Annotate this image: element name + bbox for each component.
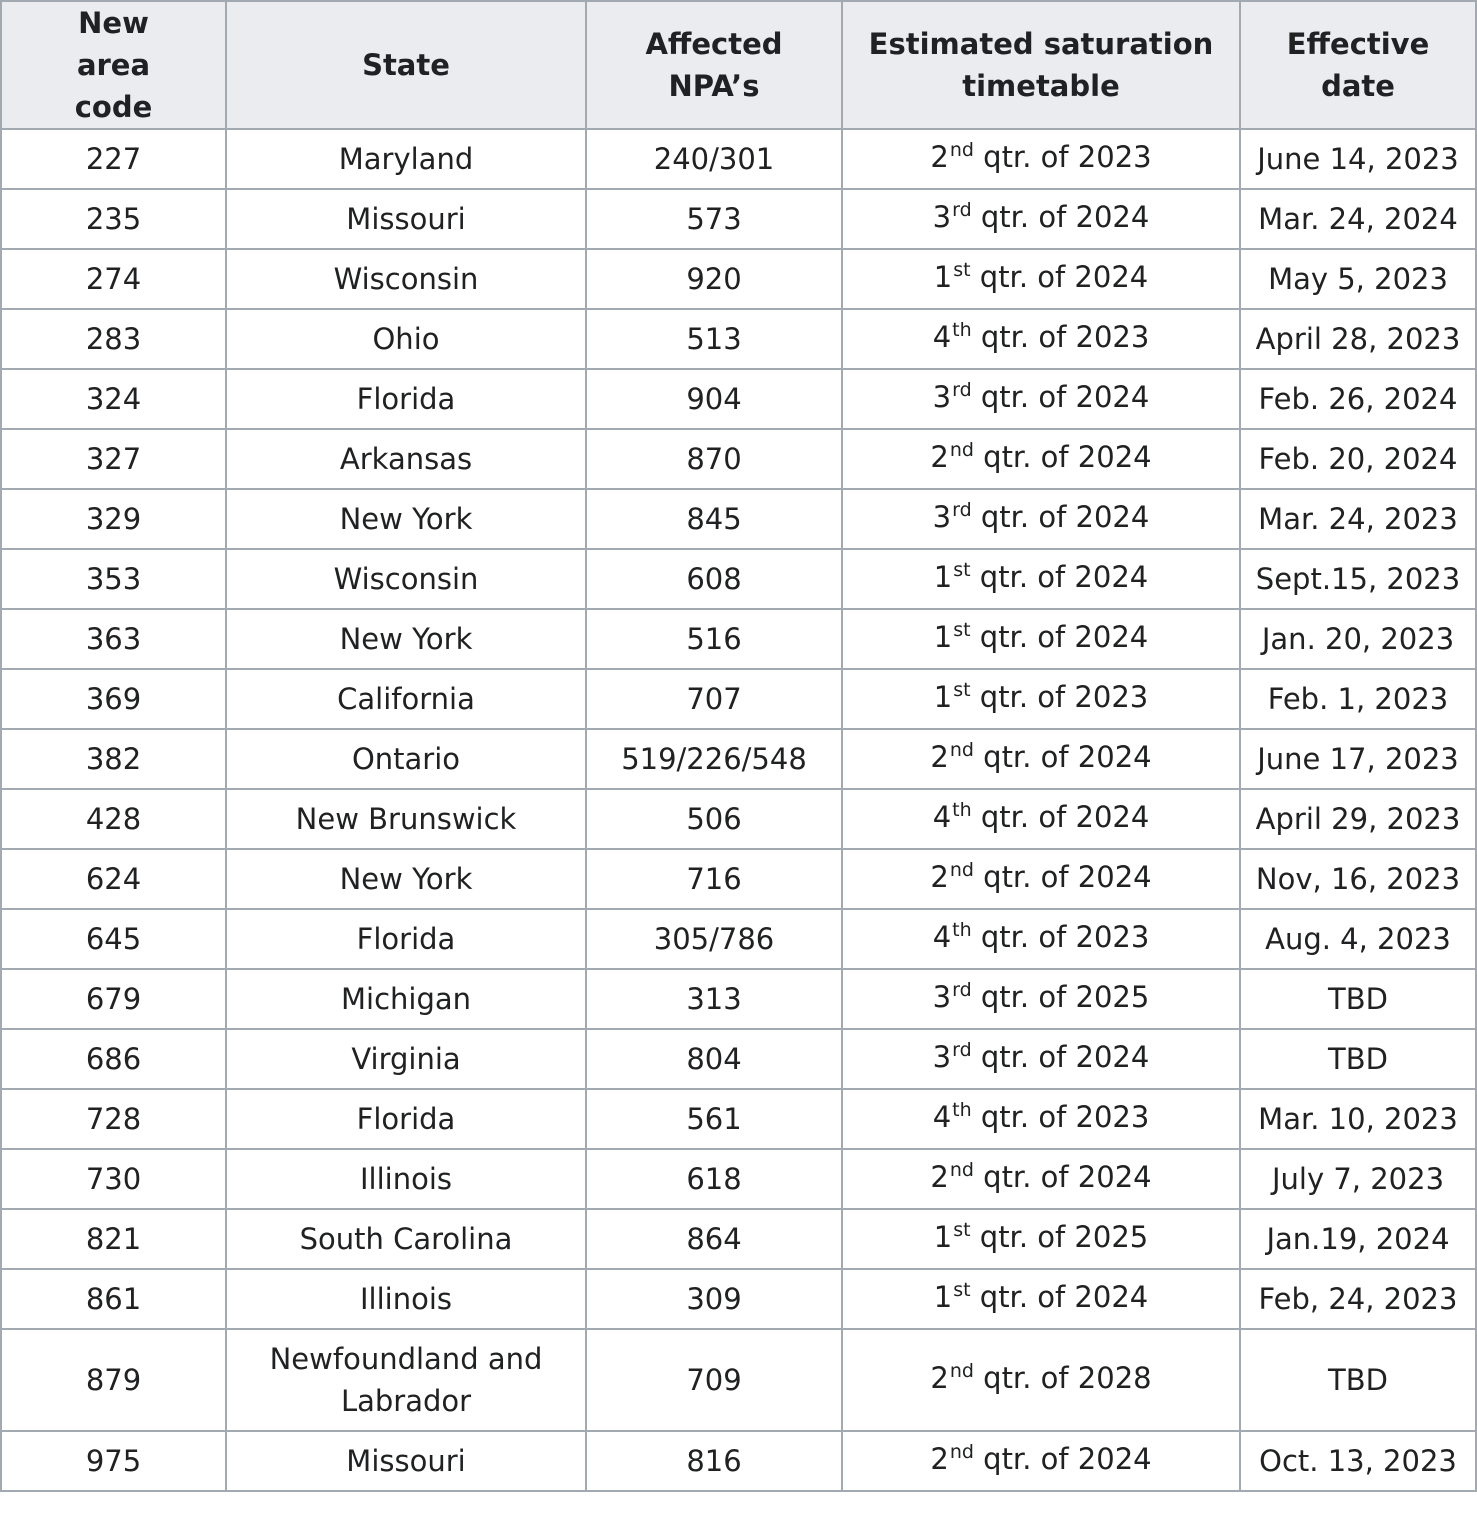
effective-date-cell: TBD xyxy=(1240,1329,1476,1431)
npa-cell: 305/786 xyxy=(586,909,842,969)
npa-cell: 513 xyxy=(586,309,842,369)
state-cell: Ontario xyxy=(226,729,586,789)
quarter-ordinal: nd xyxy=(949,139,974,161)
state-cell: South Carolina xyxy=(226,1209,586,1269)
effective-date-cell: Feb, 24, 2023 xyxy=(1240,1269,1476,1329)
state-cell: New York xyxy=(226,609,586,669)
table-row xyxy=(1,249,1476,309)
quarter-ordinal: nd xyxy=(949,859,974,881)
table-row xyxy=(1,1029,1476,1089)
state-cell: Maryland xyxy=(226,129,586,189)
quarter-ordinal: th xyxy=(952,1099,972,1121)
quarter-number: 2 xyxy=(930,1442,949,1476)
quarter-number: 3 xyxy=(932,1040,952,1074)
quarter-number: 3 xyxy=(932,380,952,414)
quarter-number: 1 xyxy=(933,620,953,654)
quarter-text: qtr. of 2024 xyxy=(971,1040,1150,1074)
quarter-number: 2 xyxy=(930,140,949,174)
effective-date-cell: TBD xyxy=(1240,1029,1476,1089)
table-header xyxy=(1,1,1476,129)
quarter-ordinal: st xyxy=(953,259,971,281)
quarter-ordinal: st xyxy=(953,679,971,701)
area-code-cell: 353 xyxy=(1,549,226,609)
header-state: State xyxy=(226,1,586,129)
table-row xyxy=(1,849,1476,909)
quarter-ordinal: nd xyxy=(949,1441,974,1463)
quarter-ordinal: th xyxy=(952,799,972,821)
quarter-text: qtr. of 2024 xyxy=(970,260,1149,294)
timetable-cell xyxy=(842,549,1240,609)
quarter-number: 4 xyxy=(932,920,952,954)
header-npa: Affected NPA’s xyxy=(586,1,842,129)
npa-cell: 561 xyxy=(586,1089,842,1149)
state-cell: New Brunswick xyxy=(226,789,586,849)
quarter-number: 3 xyxy=(932,500,952,534)
effective-date-cell: Nov, 16, 2023 xyxy=(1240,849,1476,909)
table-row xyxy=(1,1269,1476,1329)
timetable-cell xyxy=(842,669,1240,729)
table-row xyxy=(1,369,1476,429)
table-row xyxy=(1,129,1476,189)
effective-date-cell: Oct. 13, 2023 xyxy=(1240,1431,1476,1491)
quarter-text: qtr. of 2025 xyxy=(971,980,1150,1014)
timetable-cell xyxy=(842,189,1240,249)
timetable-cell xyxy=(842,849,1240,909)
quarter-ordinal: rd xyxy=(952,1039,972,1061)
table-row xyxy=(1,969,1476,1029)
table-row xyxy=(1,789,1476,849)
effective-date-cell: Mar. 24, 2023 xyxy=(1240,489,1476,549)
table-row xyxy=(1,549,1476,609)
quarter-ordinal: rd xyxy=(952,199,972,221)
effective-date-cell: Sept.15, 2023 xyxy=(1240,549,1476,609)
effective-date-cell: Aug. 4, 2023 xyxy=(1240,909,1476,969)
quarter-text: qtr. of 2024 xyxy=(973,740,1152,774)
quarter-ordinal: rd xyxy=(952,979,972,1001)
table-row xyxy=(1,909,1476,969)
state-cell: New York xyxy=(226,849,586,909)
timetable-cell xyxy=(842,1029,1240,1089)
timetable-cell xyxy=(842,129,1240,189)
effective-date-cell: Jan.19, 2024 xyxy=(1240,1209,1476,1269)
npa-cell: 864 xyxy=(586,1209,842,1269)
npa-cell: 608 xyxy=(586,549,842,609)
quarter-number: 2 xyxy=(930,440,949,474)
effective-date-cell: Feb. 20, 2024 xyxy=(1240,429,1476,489)
area-code-cell: 686 xyxy=(1,1029,226,1089)
state-cell: Michigan xyxy=(226,969,586,1029)
npa-cell: 716 xyxy=(586,849,842,909)
area-code-cell: 428 xyxy=(1,789,226,849)
area-code-cell: 235 xyxy=(1,189,226,249)
area-code-cell: 624 xyxy=(1,849,226,909)
npa-cell: 816 xyxy=(586,1431,842,1491)
quarter-ordinal: rd xyxy=(952,379,972,401)
npa-cell: 870 xyxy=(586,429,842,489)
effective-date-cell: May 5, 2023 xyxy=(1240,249,1476,309)
quarter-ordinal: st xyxy=(953,1279,971,1301)
quarter-ordinal: th xyxy=(952,919,972,941)
quarter-text: qtr. of 2024 xyxy=(970,1280,1149,1314)
table-row xyxy=(1,1089,1476,1149)
npa-cell: 707 xyxy=(586,669,842,729)
effective-date-cell: April 29, 2023 xyxy=(1240,789,1476,849)
state-cell: Missouri xyxy=(226,1431,586,1491)
area-code-cell: 327 xyxy=(1,429,226,489)
npa-cell: 516 xyxy=(586,609,842,669)
npa-cell: 519/226/548 xyxy=(586,729,842,789)
quarter-number: 4 xyxy=(932,320,952,354)
quarter-number: 4 xyxy=(932,800,952,834)
state-cell: New York xyxy=(226,489,586,549)
area-code-cell: 975 xyxy=(1,1431,226,1491)
header-area-code: New area code xyxy=(1,1,226,129)
quarter-text: qtr. of 2025 xyxy=(970,1220,1149,1254)
table-row xyxy=(1,729,1476,789)
area-code-cell: 645 xyxy=(1,909,226,969)
table-row xyxy=(1,609,1476,669)
quarter-number: 2 xyxy=(930,740,949,774)
area-code-cell: 730 xyxy=(1,1149,226,1209)
quarter-text: qtr. of 2024 xyxy=(973,440,1152,474)
state-cell: Illinois xyxy=(226,1269,586,1329)
timetable-cell xyxy=(842,489,1240,549)
npa-cell: 309 xyxy=(586,1269,842,1329)
effective-date-cell: Mar. 24, 2024 xyxy=(1240,189,1476,249)
quarter-text: qtr. of 2023 xyxy=(971,320,1150,354)
timetable-cell xyxy=(842,429,1240,489)
quarter-ordinal: st xyxy=(953,619,971,641)
effective-date-cell: Feb. 26, 2024 xyxy=(1240,369,1476,429)
state-cell: Florida xyxy=(226,909,586,969)
area-code-cell: 274 xyxy=(1,249,226,309)
effective-date-cell: June 14, 2023 xyxy=(1240,129,1476,189)
state-cell: Wisconsin xyxy=(226,249,586,309)
quarter-text: qtr. of 2024 xyxy=(971,200,1150,234)
state-cell: Arkansas xyxy=(226,429,586,489)
area-code-cell: 363 xyxy=(1,609,226,669)
effective-date-cell: TBD xyxy=(1240,969,1476,1029)
timetable-cell xyxy=(842,789,1240,849)
timetable-cell xyxy=(842,1431,1240,1491)
quarter-text: qtr. of 2024 xyxy=(970,560,1149,594)
area-code-cell: 382 xyxy=(1,729,226,789)
timetable-cell xyxy=(842,249,1240,309)
quarter-text: qtr. of 2028 xyxy=(973,1361,1152,1395)
effective-date-cell: Mar. 10, 2023 xyxy=(1240,1089,1476,1149)
quarter-text: qtr. of 2023 xyxy=(971,920,1150,954)
quarter-number: 1 xyxy=(933,1280,953,1314)
timetable-cell xyxy=(842,609,1240,669)
area-code-cell: 227 xyxy=(1,129,226,189)
timetable-cell xyxy=(842,969,1240,1029)
quarter-text: qtr. of 2024 xyxy=(973,860,1152,894)
quarter-text: qtr. of 2024 xyxy=(970,620,1149,654)
quarter-ordinal: th xyxy=(952,319,972,341)
quarter-number: 4 xyxy=(932,1100,952,1134)
timetable-cell xyxy=(842,1089,1240,1149)
quarter-ordinal: st xyxy=(953,1219,971,1241)
quarter-ordinal: st xyxy=(953,559,971,581)
quarter-ordinal: nd xyxy=(949,1159,974,1181)
timetable-cell xyxy=(842,729,1240,789)
state-cell: Florida xyxy=(226,369,586,429)
npa-cell: 845 xyxy=(586,489,842,549)
table-body xyxy=(1,129,1476,1491)
effective-date-cell: Feb. 1, 2023 xyxy=(1240,669,1476,729)
header-timetable: Estimated saturation timetable xyxy=(842,1,1240,129)
quarter-text: qtr. of 2023 xyxy=(970,680,1149,714)
quarter-number: 1 xyxy=(933,680,953,714)
quarter-text: qtr. of 2023 xyxy=(971,1100,1150,1134)
quarter-number: 2 xyxy=(930,1160,949,1194)
effective-date-cell: April 28, 2023 xyxy=(1240,309,1476,369)
table-row xyxy=(1,429,1476,489)
table-row xyxy=(1,1431,1476,1491)
npa-cell: 904 xyxy=(586,369,842,429)
table-row xyxy=(1,189,1476,249)
quarter-number: 1 xyxy=(933,560,953,594)
quarter-text: qtr. of 2024 xyxy=(971,500,1150,534)
table-row xyxy=(1,309,1476,369)
state-cell: Newfoundland and Labrador xyxy=(226,1329,586,1431)
npa-cell: 804 xyxy=(586,1029,842,1089)
header-effective-date: Effective date xyxy=(1240,1,1476,129)
area-code-cell: 329 xyxy=(1,489,226,549)
timetable-cell xyxy=(842,909,1240,969)
table-row xyxy=(1,1329,1476,1431)
state-cell: Florida xyxy=(226,1089,586,1149)
timetable-cell xyxy=(842,1329,1240,1431)
effective-date-cell: July 7, 2023 xyxy=(1240,1149,1476,1209)
npa-cell: 618 xyxy=(586,1149,842,1209)
quarter-number: 2 xyxy=(930,860,949,894)
area-code-cell: 879 xyxy=(1,1329,226,1431)
area-code-cell: 283 xyxy=(1,309,226,369)
quarter-text: qtr. of 2024 xyxy=(973,1442,1152,1476)
table-row xyxy=(1,669,1476,729)
area-code-cell: 861 xyxy=(1,1269,226,1329)
area-code-cell: 369 xyxy=(1,669,226,729)
timetable-cell xyxy=(842,309,1240,369)
quarter-number: 1 xyxy=(933,260,953,294)
table-row xyxy=(1,489,1476,549)
effective-date-cell: June 17, 2023 xyxy=(1240,729,1476,789)
state-cell: Missouri xyxy=(226,189,586,249)
timetable-cell xyxy=(842,369,1240,429)
quarter-text: qtr. of 2024 xyxy=(973,1160,1152,1194)
header-row xyxy=(1,1,1476,129)
state-cell: California xyxy=(226,669,586,729)
quarter-text: qtr. of 2024 xyxy=(971,380,1150,414)
area-code-cell: 324 xyxy=(1,369,226,429)
quarter-number: 3 xyxy=(932,980,952,1014)
state-cell: Wisconsin xyxy=(226,549,586,609)
quarter-text: qtr. of 2024 xyxy=(971,800,1150,834)
timetable-cell xyxy=(842,1209,1240,1269)
quarter-number: 1 xyxy=(933,1220,953,1254)
area-code-cell: 728 xyxy=(1,1089,226,1149)
npa-cell: 240/301 xyxy=(586,129,842,189)
quarter-text: qtr. of 2023 xyxy=(973,140,1152,174)
state-cell: Illinois xyxy=(226,1149,586,1209)
state-cell: Ohio xyxy=(226,309,586,369)
area-code-cell: 821 xyxy=(1,1209,226,1269)
npa-cell: 506 xyxy=(586,789,842,849)
quarter-ordinal: nd xyxy=(949,739,974,761)
effective-date-cell: Jan. 20, 2023 xyxy=(1240,609,1476,669)
quarter-number: 3 xyxy=(932,200,952,234)
quarter-ordinal: nd xyxy=(949,439,974,461)
state-cell: Virginia xyxy=(226,1029,586,1089)
table-row xyxy=(1,1149,1476,1209)
timetable-cell xyxy=(842,1269,1240,1329)
timetable-cell xyxy=(842,1149,1240,1209)
area-code-cell: 679 xyxy=(1,969,226,1029)
npa-cell: 313 xyxy=(586,969,842,1029)
quarter-ordinal: nd xyxy=(949,1360,974,1382)
npa-cell: 709 xyxy=(586,1329,842,1431)
quarter-number: 2 xyxy=(930,1361,949,1395)
quarter-ordinal: rd xyxy=(952,499,972,521)
npa-cell: 920 xyxy=(586,249,842,309)
table-row xyxy=(1,1209,1476,1269)
npa-cell: 573 xyxy=(586,189,842,249)
